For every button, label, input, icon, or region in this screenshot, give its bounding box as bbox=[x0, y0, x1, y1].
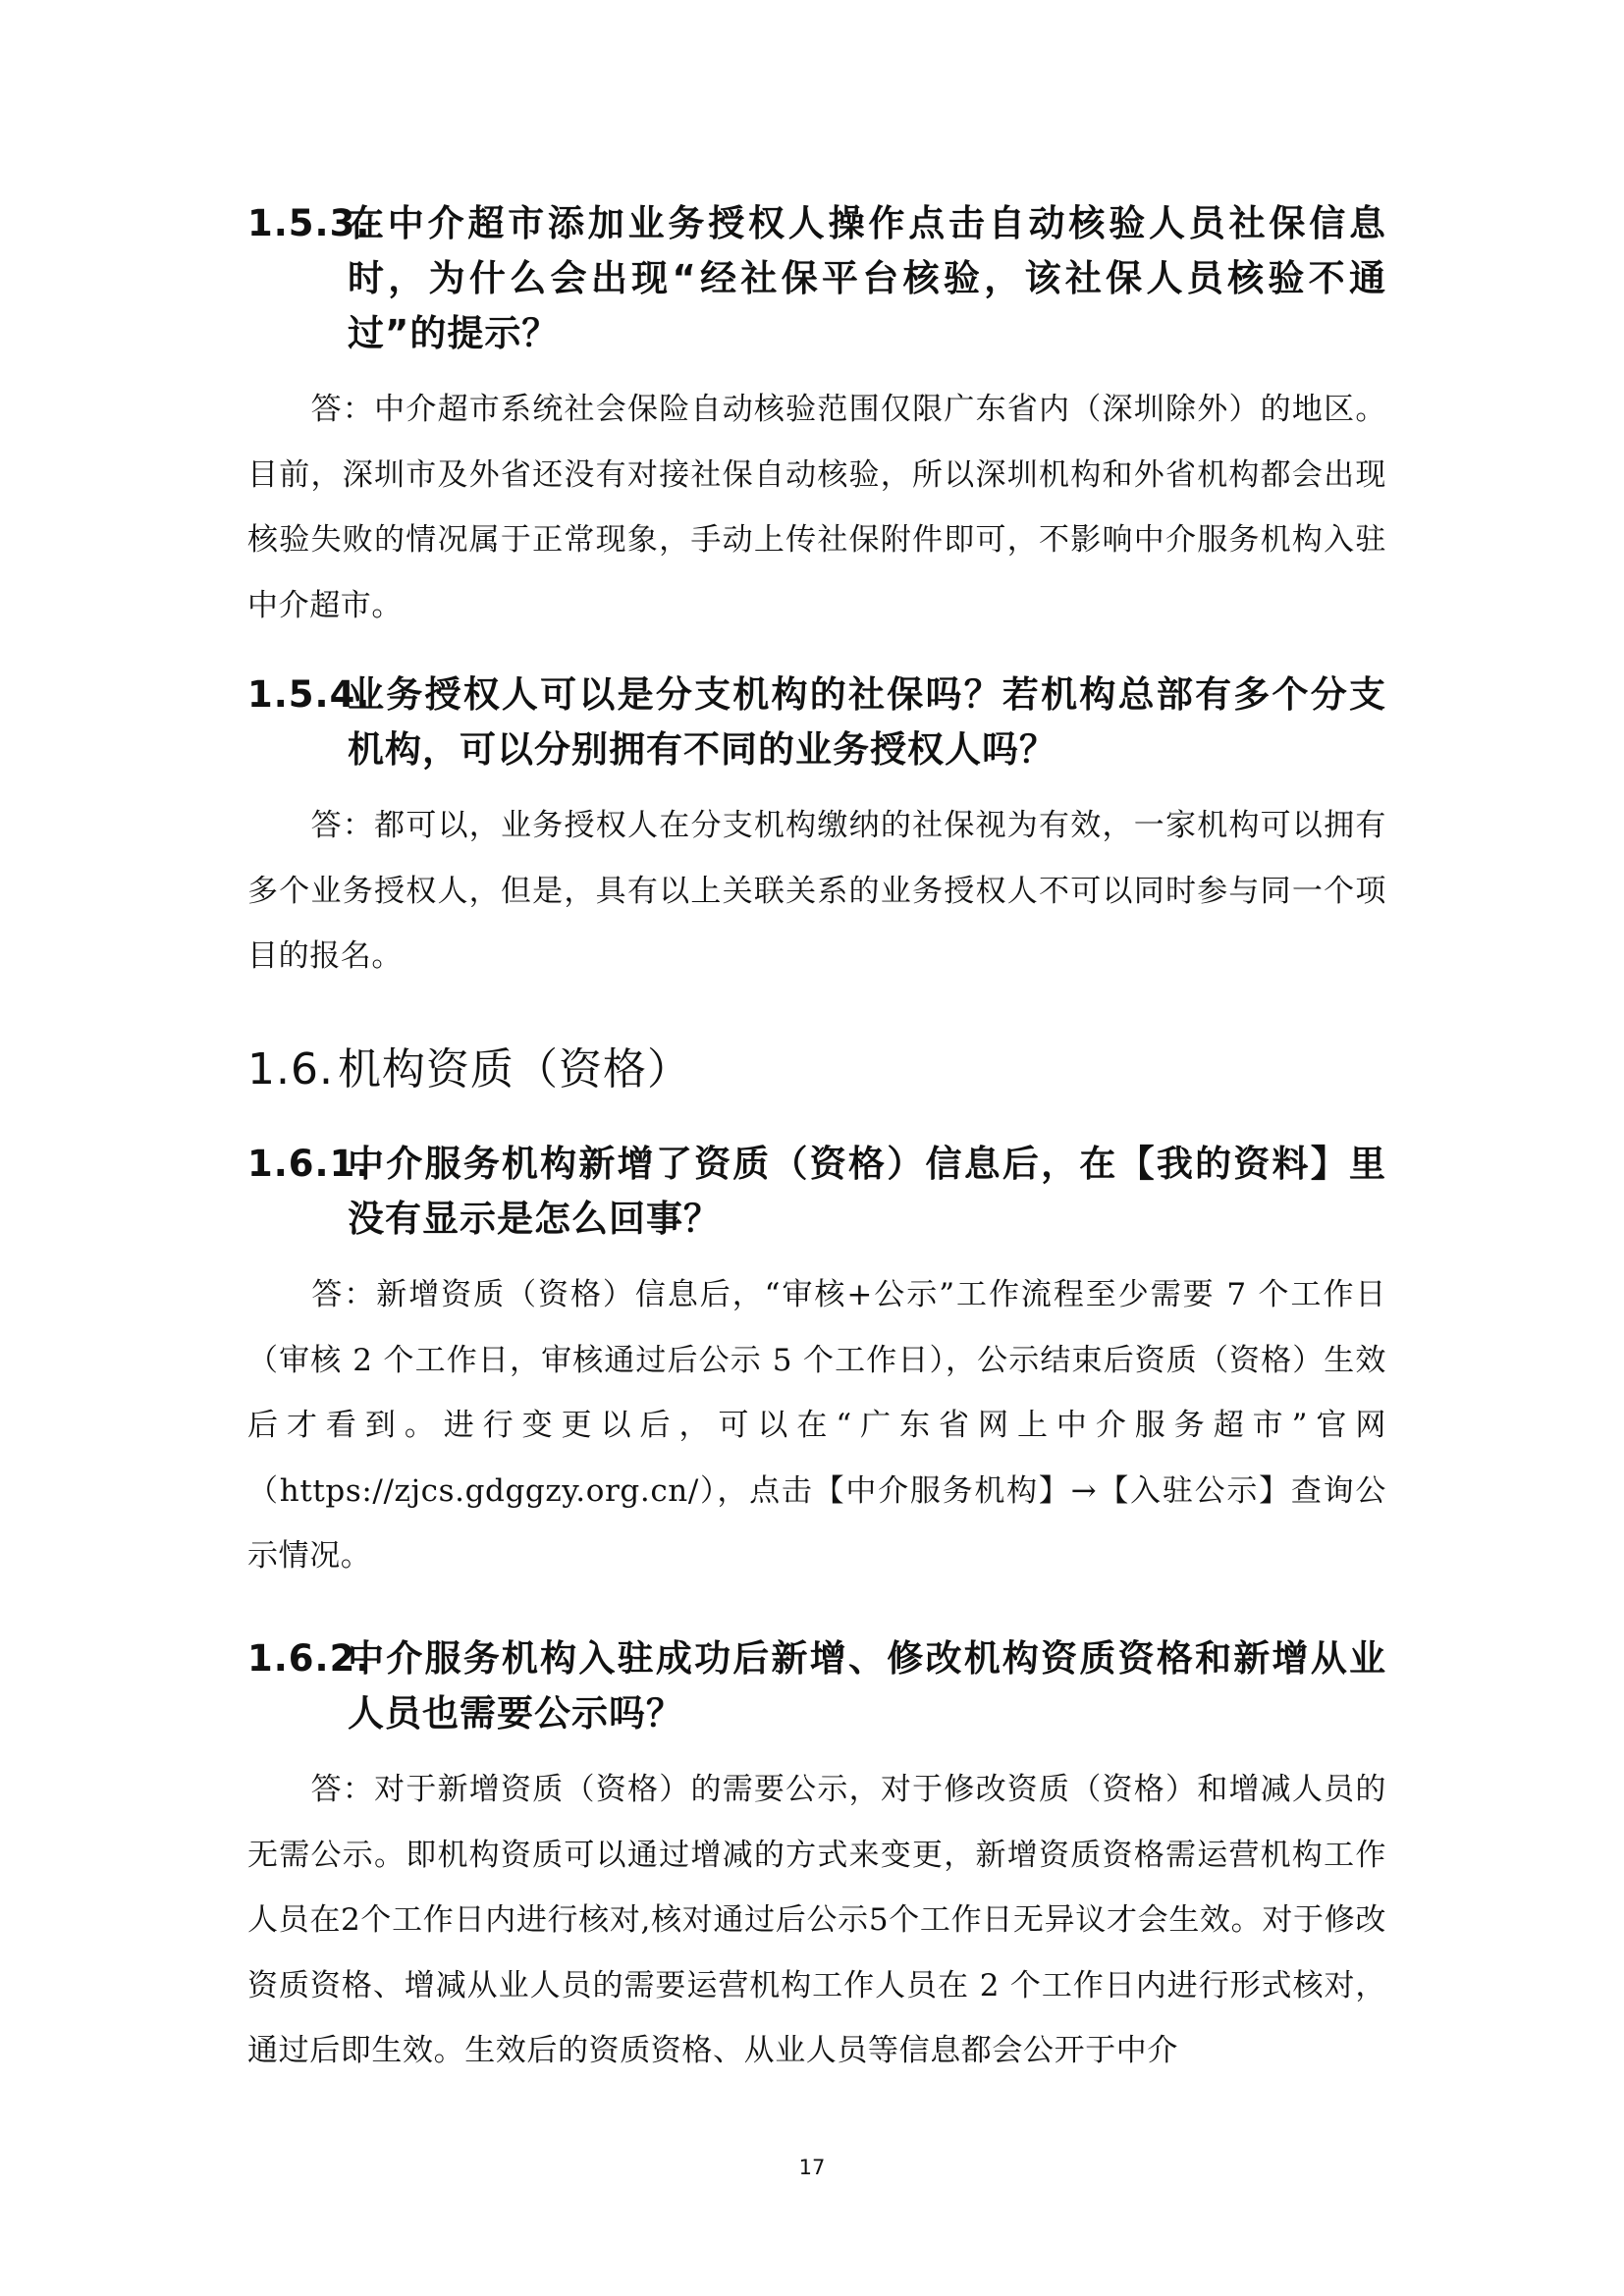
question-number: 1.6.2. bbox=[247, 1637, 371, 1680]
question-title: 业务授权人可以是分支机构的社保吗？若机构总部有多个分支机构，可以分别拥有不同的业务授权人吗？ bbox=[348, 673, 1386, 771]
page-number: 17 bbox=[798, 2156, 826, 2179]
question-heading bbox=[247, 667, 1386, 777]
answer-text: 答：中介超市系统社会保险自动核验范围仅限广东省内（深圳除外）的地区。目前，深圳市及外省还没有对接社保自动核验，所以深圳机构和外省机构都会出现核验失败的情况属于正常现象，手动上传社保附件即可，不影响中介服务机构入驻中介超市。 bbox=[247, 392, 1386, 623]
answer-text: 答：新增资质（资格）信息后，“审核+公示”工作流程至少需要 7 个工作日（审核 2 个工作日，审核通过后公示 5 个工作日），公示结束后资质（资格）生效后才看到。进行变更以后，可以在“广东省网上中介服务超市”官网（https://zjcs.gdggzy.org.cn/），点击【中介服务机构】→【入驻公示】查询公示情况。 bbox=[247, 1277, 1386, 1574]
faq-item-1-5-4 bbox=[247, 667, 1386, 989]
answer-paragraph bbox=[247, 1757, 1386, 2084]
section-number: 1.6. bbox=[247, 1044, 334, 1095]
question-number: 1.6.1. bbox=[247, 1143, 371, 1185]
faq-item-1-6-1 bbox=[247, 1137, 1386, 1589]
question-title: 在中介超市添加业务授权人操作点击自动核验人员社保信息时，为什么会出现“经社保平台核验，该社保人员核验不通过”的提示？ bbox=[348, 202, 1386, 354]
faq-item-1-6-2 bbox=[247, 1631, 1386, 2084]
question-heading bbox=[247, 196, 1386, 361]
section-title: 机构资质（资格） bbox=[337, 1044, 691, 1095]
answer-paragraph bbox=[247, 793, 1386, 989]
question-heading bbox=[247, 1137, 1386, 1247]
answer-text: 答：对于新增资质（资格）的需要公示，对于修改资质（资格）和增减人员的无需公示。即机构资质可以通过增减的方式来变更，新增资质资格需运营机构工作人员在2个工作日内进行核对,核对通过后公示5个工作日无异议才会生效。对于修改资质资格、增减从业人员的需要运营机构工作人员在 2 个工作日内进行形式核对，通过后即生效。生效后的资质资格、从业人员等信息都会公开于中介 bbox=[247, 1772, 1386, 2068]
answer-paragraph bbox=[247, 377, 1386, 638]
section-heading-1-6 bbox=[247, 1041, 1386, 1099]
answer-paragraph bbox=[247, 1262, 1386, 1589]
question-title: 中介服务机构新增了资质（资格）信息后，在【我的资料】里没有显示是怎么回事？ bbox=[348, 1143, 1386, 1240]
faq-item-1-5-3 bbox=[247, 196, 1386, 638]
question-number: 1.5.3. bbox=[247, 202, 371, 244]
answer-text: 答：都可以，业务授权人在分支机构缴纳的社保视为有效，一家机构可以拥有多个业务授权人，但是，具有以上关联关系的业务授权人不可以同时参与同一个项目的报名。 bbox=[247, 808, 1386, 974]
question-number: 1.5.4. bbox=[247, 673, 371, 716]
question-heading bbox=[247, 1631, 1386, 1741]
question-title: 中介服务机构入驻成功后新增、修改机构资质资格和新增从业人员也需要公示吗？ bbox=[348, 1637, 1386, 1735]
